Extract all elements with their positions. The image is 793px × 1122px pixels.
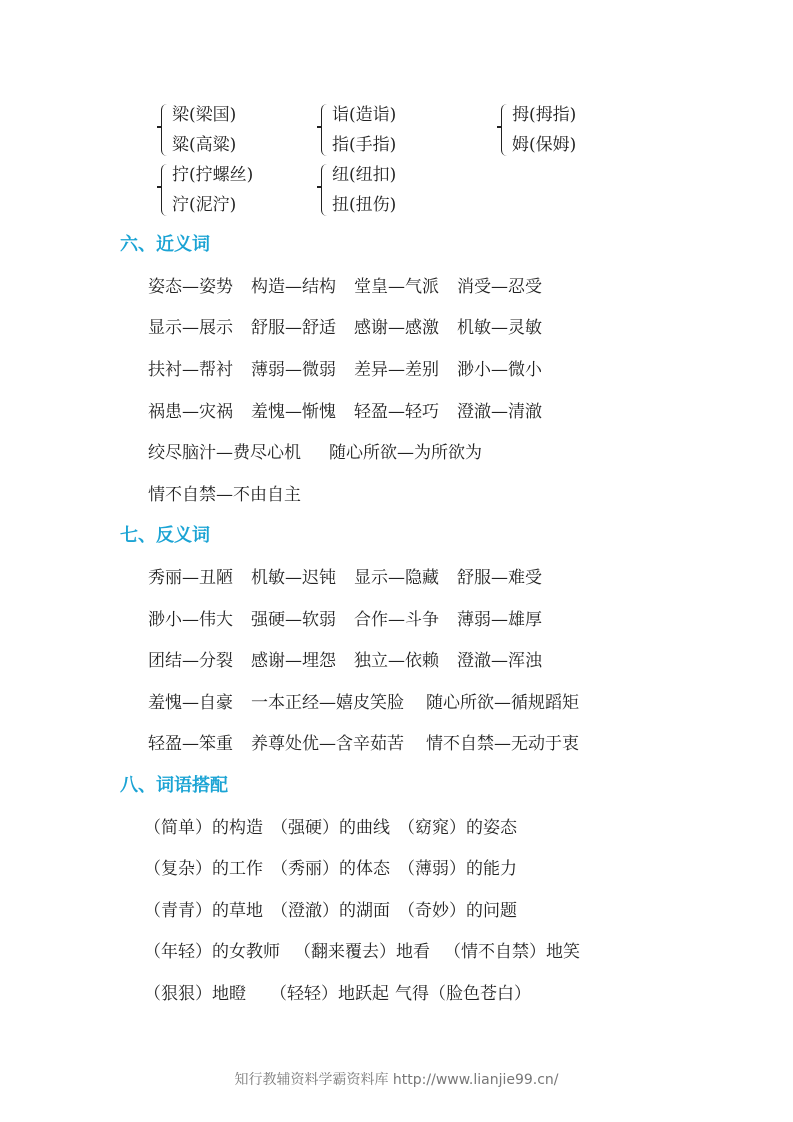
section-title-collocations: 八、词语搭配 [120,775,228,796]
pair-word: 拧(拧螺丝) [172,165,254,185]
phrase: （简单）的构造 [144,818,263,838]
phrase: （奇妙）的问题 [398,901,517,921]
word-pair: 构造—结构 [251,277,336,297]
word-pair: 澄澈—浑浊 [457,651,542,671]
pair-word: 扭(扭伤) [332,195,397,215]
word-pair: 轻盈—轻巧 [354,402,439,422]
brace-icon [321,104,328,156]
word-pair: 舒服—难受 [457,568,542,588]
antonym-row [148,563,560,588]
word-pair: 感谢—感激 [354,318,439,338]
collocation-row [144,937,598,962]
word-pair: 秀丽—丑陋 [148,568,233,588]
pair-word: 拇(拇指) [512,105,577,125]
antonym-row [148,605,560,630]
word-pair: 感谢—埋怨 [251,651,336,671]
phrase: （狠狠）地瞪 [144,984,246,1004]
brace-icon [321,164,328,216]
word-pair: 机敏—迟钝 [251,568,336,588]
bracket-group [166,160,253,220]
word-pair: 渺小—微小 [457,360,542,380]
collocation-row [144,979,549,1004]
phrase: 气得（脸色苍白） [395,984,531,1004]
phrase: （强硬）的曲线 [271,818,390,838]
word-pair: 养尊处优—含辛茹苦 [251,734,404,754]
word-pair: 渺小—伟大 [148,610,233,630]
word-pair: 扶衬—帮衬 [148,360,233,380]
word-pair: 绞尽脑汁—费尽心机 [148,443,301,463]
word-pair: 一本正经—嬉皮笑脸 [251,693,404,713]
synonym-row [148,480,319,505]
phrase: （翻来覆去）地看 [294,942,430,962]
phrase: （秀丽）的体态 [271,859,390,879]
antonym-row [148,688,597,713]
pair-word: 泞(泥泞) [172,195,237,215]
word-pair: 显示—展示 [148,318,233,338]
bracket-group [326,100,396,160]
collocation-row [144,854,535,879]
footer-watermark: 知行教辅资料学霸资料库 http://www.lianjie99.cn/ [234,1072,559,1088]
phrase: （情不自禁）地笑 [444,942,580,962]
word-pair: 团结—分裂 [148,651,233,671]
bracket-group [326,160,396,220]
word-pair: 姿态—姿势 [148,277,233,297]
pair-word: 梁(梁国) [172,105,237,125]
phrase: （轻轻）地跃起 [270,984,389,1004]
collocation-row [144,896,535,921]
word-pair: 羞愧—自豪 [148,693,233,713]
section-title-antonyms: 七、反义词 [120,525,210,546]
pair-word: 诣(造诣) [332,105,397,125]
phrase: （窈窕）的姿态 [398,818,517,838]
word-pair: 情不自禁—无动于衷 [426,734,579,754]
antonym-row [148,729,597,754]
word-pair: 堂皇—气派 [354,277,439,297]
phrase: （年轻）的女教师 [144,942,280,962]
word-pair: 舒服—舒适 [251,318,336,338]
word-pair: 消受—忍受 [457,277,542,297]
pair-word: 指(手指) [332,135,397,155]
phrase: （澄澈）的湖面 [271,901,390,921]
word-pair: 独立—依赖 [354,651,439,671]
word-pair: 澄澈—清澈 [457,402,542,422]
pair-word: 姆(保姆) [512,135,577,155]
word-pair: 情不自禁—不由自主 [148,485,301,505]
word-pair: 随心所欲—为所欲为 [329,443,482,463]
synonym-row [148,397,560,422]
bracket-group [506,100,576,160]
word-pair: 祸患—灾祸 [148,402,233,422]
section-title-synonyms: 六、近义词 [120,234,210,255]
brace-icon [161,164,168,216]
word-pair: 薄弱—微弱 [251,360,336,380]
word-pair: 显示—隐藏 [354,568,439,588]
word-pair: 薄弱—雄厚 [457,610,542,630]
collocation-row [144,813,535,838]
brace-icon [501,104,508,156]
word-pair: 随心所欲—循规蹈矩 [426,693,579,713]
synonym-row [148,313,560,338]
word-pair: 差异—差别 [354,360,439,380]
pair-word: 粱(高粱) [172,135,237,155]
word-pair: 强硬—软弱 [251,610,336,630]
bracket-group [166,100,236,160]
phrase: （薄弱）的能力 [398,859,517,879]
antonym-row [148,646,560,671]
word-pair: 合作—斗争 [354,610,439,630]
synonym-row [148,355,560,380]
brace-icon [161,104,168,156]
synonym-row [148,438,500,463]
word-pair: 轻盈—笨重 [148,734,233,754]
pair-word: 纽(纽扣) [332,165,397,185]
word-pair: 羞愧—惭愧 [251,402,336,422]
phrase: （复杂）的工作 [144,859,263,879]
phrase: （青青）的草地 [144,901,263,921]
word-pair: 机敏—灵敏 [457,318,542,338]
synonym-row [148,272,560,297]
